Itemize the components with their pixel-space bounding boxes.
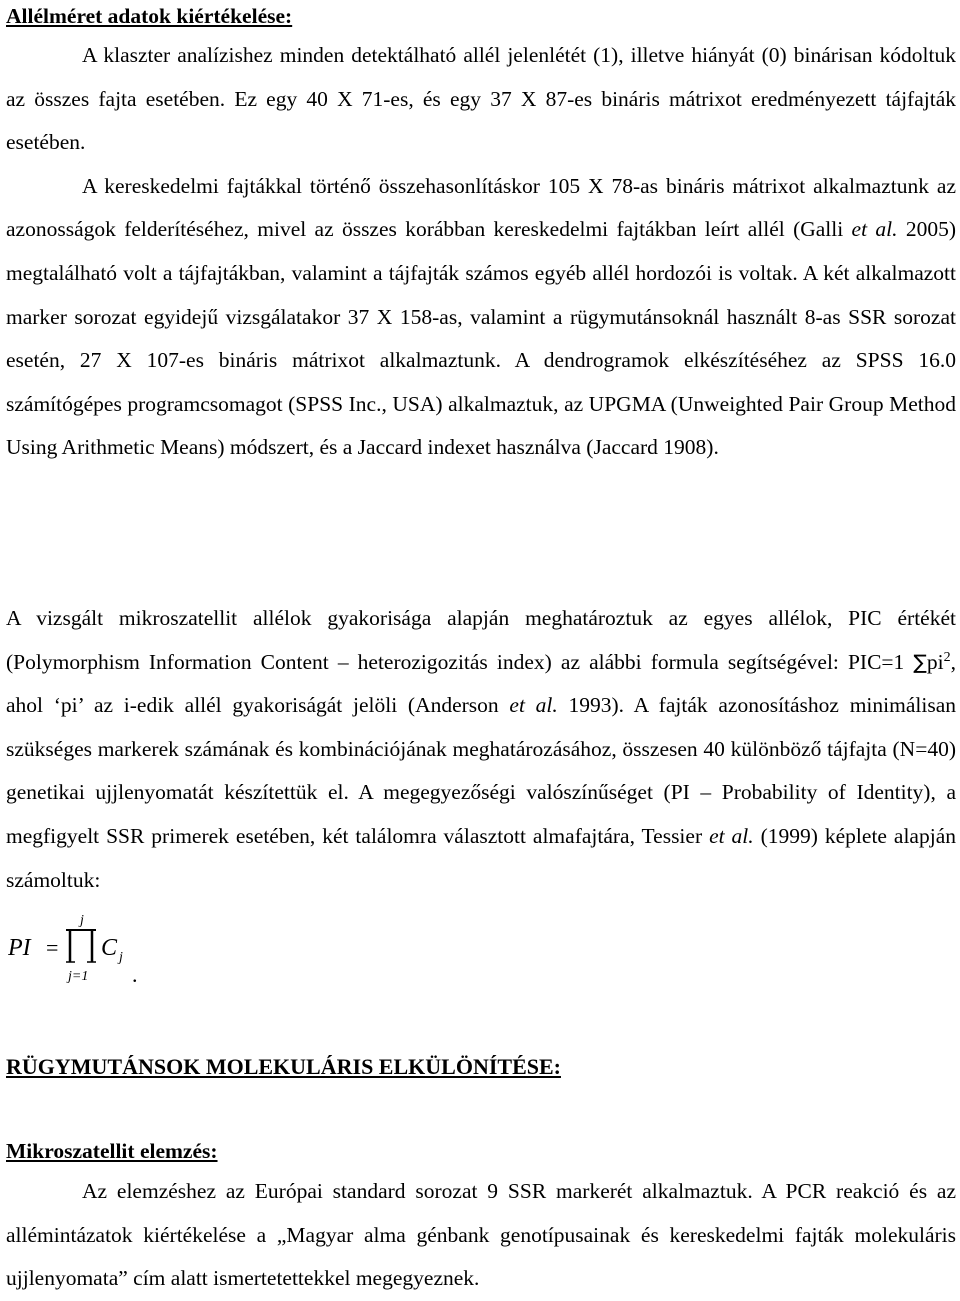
text-run: A kereskedelmi fajtákkal történő összehasonlításkor 105 X 78-as bináris mátrixot alkalmaztunk az azonosságok felderítéséhez, mivel az összes korábban kereskedelmi fajtákban leírt allél (Galli bbox=[6, 173, 956, 242]
sum-symbol: ∑ bbox=[913, 649, 927, 674]
text-block-3 bbox=[6, 1170, 956, 1301]
section-heading-bud-mutants: RÜGYMUTÁNSOK MOLEKULÁRIS ELKÜLÖNÍTÉSE: bbox=[6, 1054, 561, 1079]
formula-period: . bbox=[132, 962, 138, 987]
formula-subscript: j bbox=[119, 950, 123, 965]
product-symbol bbox=[66, 930, 96, 962]
formula-variable: C bbox=[101, 935, 118, 961]
pi-formula bbox=[8, 910, 208, 990]
text-run: , ahol ‘pi’ az i-edik allél gyakoriságát jelöli (Anderson bbox=[6, 649, 956, 718]
paragraph-commercial-comparison bbox=[6, 165, 956, 470]
text-block-1 bbox=[6, 34, 956, 470]
et-al: et al. bbox=[851, 217, 898, 242]
pi-term: pi bbox=[926, 649, 944, 674]
text-block-2 bbox=[6, 597, 956, 902]
text-run: A vizsgált mikroszatellit allélok gyakorisága alapján meghatároztuk az egyes allélok, PIC értékét (Polymorphism Information Content – heterozigozitás index) az alábbi formula segítségével: PIC=1 bbox=[6, 606, 956, 674]
formula-upper-bound: j bbox=[80, 913, 84, 928]
et-al: et al. bbox=[509, 693, 558, 718]
et-al: et al. bbox=[709, 823, 754, 848]
formula-lower-bound: j=1 bbox=[68, 969, 89, 984]
paragraph-binary-coding: A klaszter analízishez minden detektálható allél jelenlétét (1), illetve hiányát (0) binárisan kódoltuk az összes fajta esetében. Ez egy 40 X 71-es, és egy 37 X 87-es bináris mátrixot eredményezett tájfajták esetében. bbox=[6, 43, 956, 155]
formula-lhs: PI bbox=[8, 935, 31, 961]
text-run: (1999) képlete alapján számoltuk: bbox=[6, 823, 956, 892]
text-run: 1993). A fajták azonosításhoz minimálisan szükséges markerek számának és kombinációjának meghatározásához, összesen 40 különböző tájfajta (N=40) genetikai ujjlenyomatát készítettük el. A megegyezőségi valószínűséget (PI – Probability of Identity), a megfigyelt SSR primerek esetében, két találomra választott almafajtára, Tessier bbox=[6, 693, 957, 848]
paragraph-ssr-markers: Az elemzéshez az Európai standard sorozat 9 SSR markerét alkalmaztuk. A PCR reakció és az allémintázatok kiértékelése a „Magyar alma génbank genotípusainak és kereskedelmi fajták molekuláris ujjlenyomata” cím alatt ismertetettekkel megegyeznek. bbox=[6, 1179, 956, 1291]
text-run: 2005) megtalálható volt a tájfajtákban, valamint a tájfajták számos egyéb allél hordozói is voltak. A két alkalmazott marker sorozat egyidejű vizsgálatakor 37 X 158-as, valamint a rügymutánsoknál használt 8-as SSR sorozat esetén, 27 X 107-es bináris mátrixot alkalmaztunk. A dendrogramok elkészítéséhez az SPSS 16.0 számítógépes programcsomagot (SPSS Inc., USA) alkalmaztuk, az UPGMA (Unweighted Pair Group Method Using Arithmetic Means) módszert, és a Jaccard indexet használva (Jaccard 1908). bbox=[6, 217, 956, 460]
formula-equals: = bbox=[46, 935, 59, 960]
subsection-heading-microsatellite: Mikroszatellit elemzés: bbox=[6, 1139, 218, 1163]
section-heading-allele-evaluation: Allélméret adatok kiértékelése: bbox=[6, 4, 293, 28]
paragraph-pic bbox=[6, 597, 956, 902]
exponent: 2 bbox=[943, 649, 951, 665]
